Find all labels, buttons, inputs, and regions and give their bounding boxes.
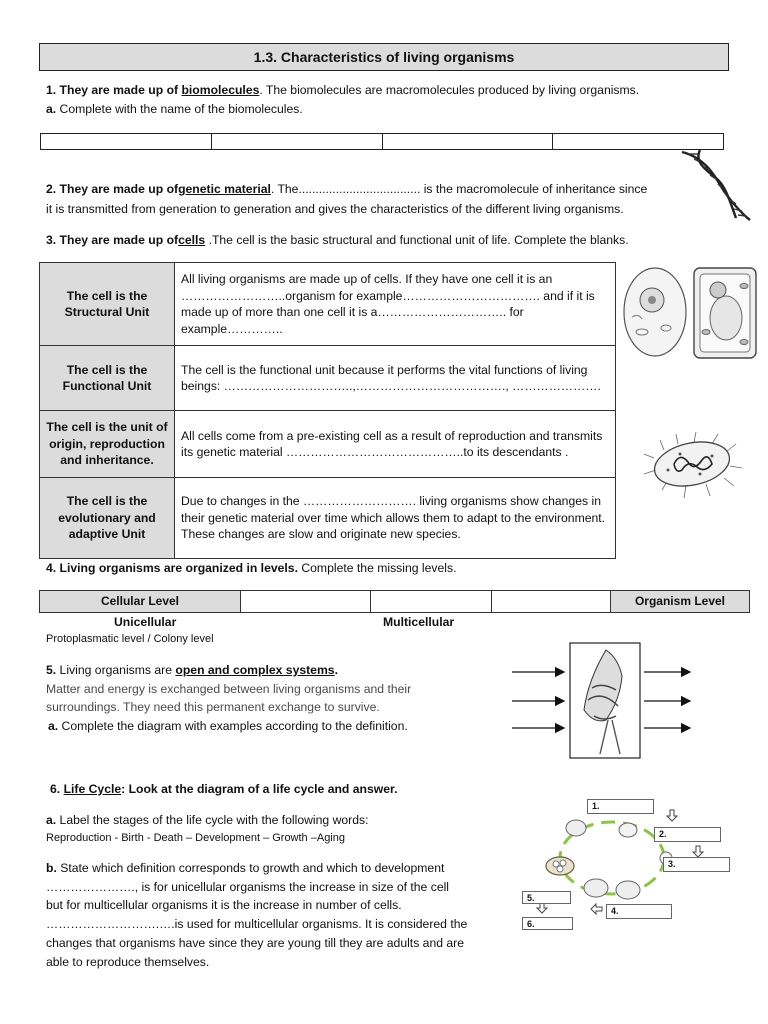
section-3-heading: 3. They are made up ofcells .The cell is the basic structural and functional unit of life. Complete the blanks. (46, 233, 629, 247)
section-6b-line4: ……………………….….is used for multicellular organisms. It is considered the (46, 917, 468, 931)
section-2-heading: 2. They are made up ofgenetic material. The.................................... is the macromolecule of inheritance since (46, 182, 648, 196)
level-blank[interactable] (241, 591, 371, 613)
row-text[interactable]: All cells come from a pre-existing cell as a result of reproduction and transmits its genetic material ……………………………………..to its descendants . (175, 411, 616, 478)
table-row (40, 263, 616, 346)
section-6b-line5: changes that organisms have since they are young till they are adults and are (46, 936, 465, 950)
row-header: The cell is the evolutionary and adaptive Unit (40, 478, 175, 559)
biomolecule-cell[interactable] (212, 134, 383, 149)
stage-box-1[interactable]: 1. (587, 799, 654, 814)
row-header: The cell is the Structural Unit (40, 263, 175, 346)
biomolecule-cell[interactable] (553, 134, 723, 149)
stage-box-6[interactable]: 6. (522, 917, 573, 930)
row-text[interactable]: All living organisms are made up of cells. If they have one cell it is an ……………………..organism for example……………………………. and if it is made up of more than one cell it is a………………………….. for example………….. (175, 263, 616, 346)
section-6b-line2: …………………., is for unicellular organisms the increase in size of the cell (46, 880, 450, 894)
open-system-diagram (508, 640, 698, 760)
section-6b-line3: but for multicellular organisms it is the increase in number of cells. (46, 898, 402, 912)
biomolecule-cell[interactable] (383, 134, 554, 149)
row-header: The cell is the unit of origin, reproduction and inheritance. (40, 411, 175, 478)
section-6b-line6: able to reproduce themselves. (46, 955, 210, 969)
cell-theory-table (39, 262, 616, 559)
section-6a: a. Label the stages of the life cycle with the following words: (46, 813, 369, 827)
bacterium-illustration (640, 428, 744, 500)
stage-box-2[interactable]: 2. (654, 827, 721, 842)
section-5-line2: Matter and energy is exchanged between living organisms and their (46, 682, 412, 696)
row-text[interactable]: The cell is the functional unit because it performs the vital functions of living beings: …………………………..,………………………………., …………………. (175, 346, 616, 411)
dna-icon (676, 148, 756, 224)
section-6b: b. State which definition corresponds to growth and which to development (46, 861, 445, 875)
levels-table (39, 590, 750, 613)
level-cellular: Cellular Level (40, 591, 241, 613)
section-1-heading: 1. They are made up of biomolecules. The biomolecules are macromolecules produced by living organisms. (46, 83, 640, 97)
stage-box-3[interactable]: 3. (663, 857, 730, 872)
section-5-heading: 5. Living organisms are open and complex systems. (46, 663, 338, 677)
stage-box-4[interactable]: 4. (606, 904, 672, 919)
section-1a: a. Complete with the name of the biomolecules. (46, 102, 303, 116)
level-blank[interactable] (371, 591, 492, 613)
multicellular-label: Multicellular (383, 615, 455, 629)
input-arrows (512, 672, 564, 728)
section-6-heading: 6. Life Cycle: Look at the diagram of a life cycle and answer. (50, 782, 398, 796)
biomolecules-table (40, 133, 724, 150)
table-row (40, 346, 616, 411)
page-title: 1.3. Characteristics of living organisms (39, 43, 729, 71)
row-header: The cell is the Functional Unit (40, 346, 175, 411)
level-blank[interactable] (492, 591, 611, 613)
stage-words: Reproduction - Birth - Death – Development – Growth –Aging (46, 832, 345, 844)
section-5a: a. Complete the diagram with examples according to the definition. (48, 719, 408, 733)
level-organism: Organism Level (611, 591, 750, 613)
biomolecule-cell[interactable] (41, 134, 212, 149)
animal-plant-cell-illustration (620, 262, 760, 362)
unicellular-label: Unicellular (114, 615, 177, 629)
row-text[interactable]: Due to changes in the ………………………. living organisms show changes in their genetic material over time which allows them to adapt to the environment. These changes are slow and originate new species. (175, 478, 616, 559)
table-row (40, 411, 616, 478)
section-5-line3: surroundings. They need this permanent exchange to survive. (46, 700, 380, 714)
section-4-heading: 4. Living organisms are organized in levels. Complete the missing levels. (46, 561, 457, 575)
levels-note: Protoplasmatic level / Colony level (46, 633, 214, 645)
output-arrows (644, 672, 690, 728)
table-row (40, 478, 616, 559)
stage-box-5[interactable]: 5. (522, 891, 571, 904)
section-2-line2: it is transmitted from generation to generation and gives the characteristics of the different living organisms. (46, 202, 624, 216)
